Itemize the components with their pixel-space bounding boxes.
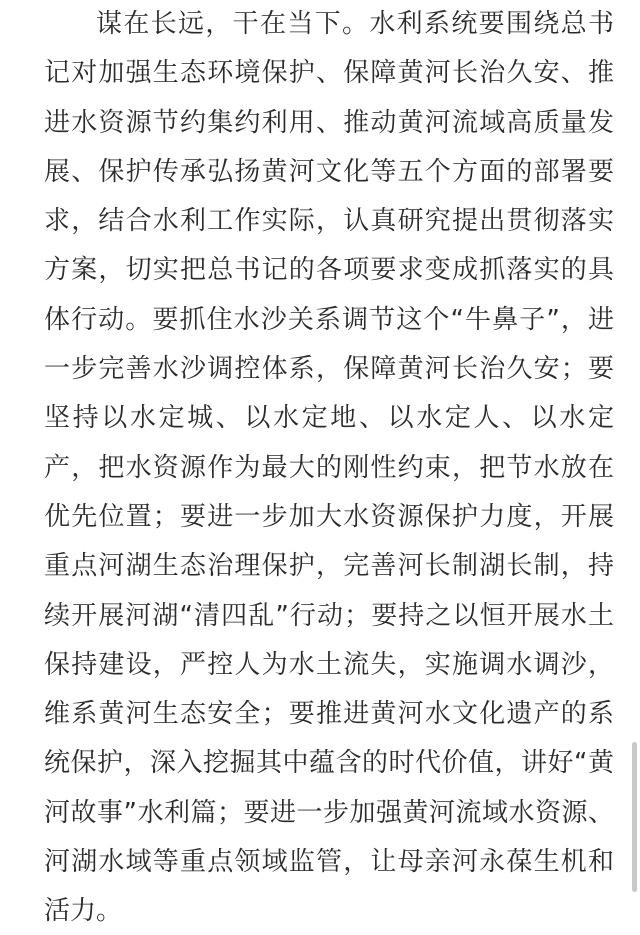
paragraph-line: 河湖水域等重点领域监管，让母亲河永葆生机和 [44,847,614,878]
paragraph-line: 体行动。要抓住水沙关系调节这个“牛鼻子”，进 [44,304,614,335]
paragraph-line: 求，结合水利工作实际，认真研究提出贯彻落实 [44,206,614,237]
paragraph-line: 活力。 [44,896,123,927]
paragraph-line: 坚持以水定城、以水定地、以水定人、以水定 [44,403,614,434]
paragraph-line: 进水资源节约集约利用、推动黄河流域高质量发 [44,107,614,138]
vertical-scrollbar[interactable] [632,742,637,892]
paragraph-line: 一步完善水沙调控体系，保障黄河长治久安；要 [44,354,614,385]
paragraph-line: 展、保护传承弘扬黄河文化等五个方面的部署要 [44,156,614,187]
paragraph-line: 续开展河湖“清四乱”行动；要持之以恒开展水土 [44,600,614,631]
paragraph-line: 记对加强生态环境保护、保障黄河长治久安、推 [44,58,614,89]
article-body [44,0,614,935]
paragraph-line: 保持建设，严控人为水土流失，实施调水调沙， [44,649,614,680]
paragraph-line: 重点河湖生态治理保护，完善河长制湖长制，持 [44,551,614,582]
paragraph-line: 优先位置；要进一步加大水资源保护力度，开展 [44,501,614,532]
paragraph-line: 谋在长远，干在当下。水利系统要围绕总书 [96,9,614,39]
paragraph-line: 产，把水资源作为最大的刚性约束，把节水放在 [44,452,614,483]
paragraph-line: 方案，切实把总书记的各项要求变成抓落实的具 [44,255,614,286]
paragraph-line: 统保护，深入挖掘其中蕴含的时代价值，讲好“黄 [44,748,614,779]
paragraph-line: 维系黄河生态安全；要推进黄河水文化遗产的系 [44,699,614,730]
paragraph-line: 河故事”水利篇；要进一步加强黄河流域水资源、 [44,797,614,828]
